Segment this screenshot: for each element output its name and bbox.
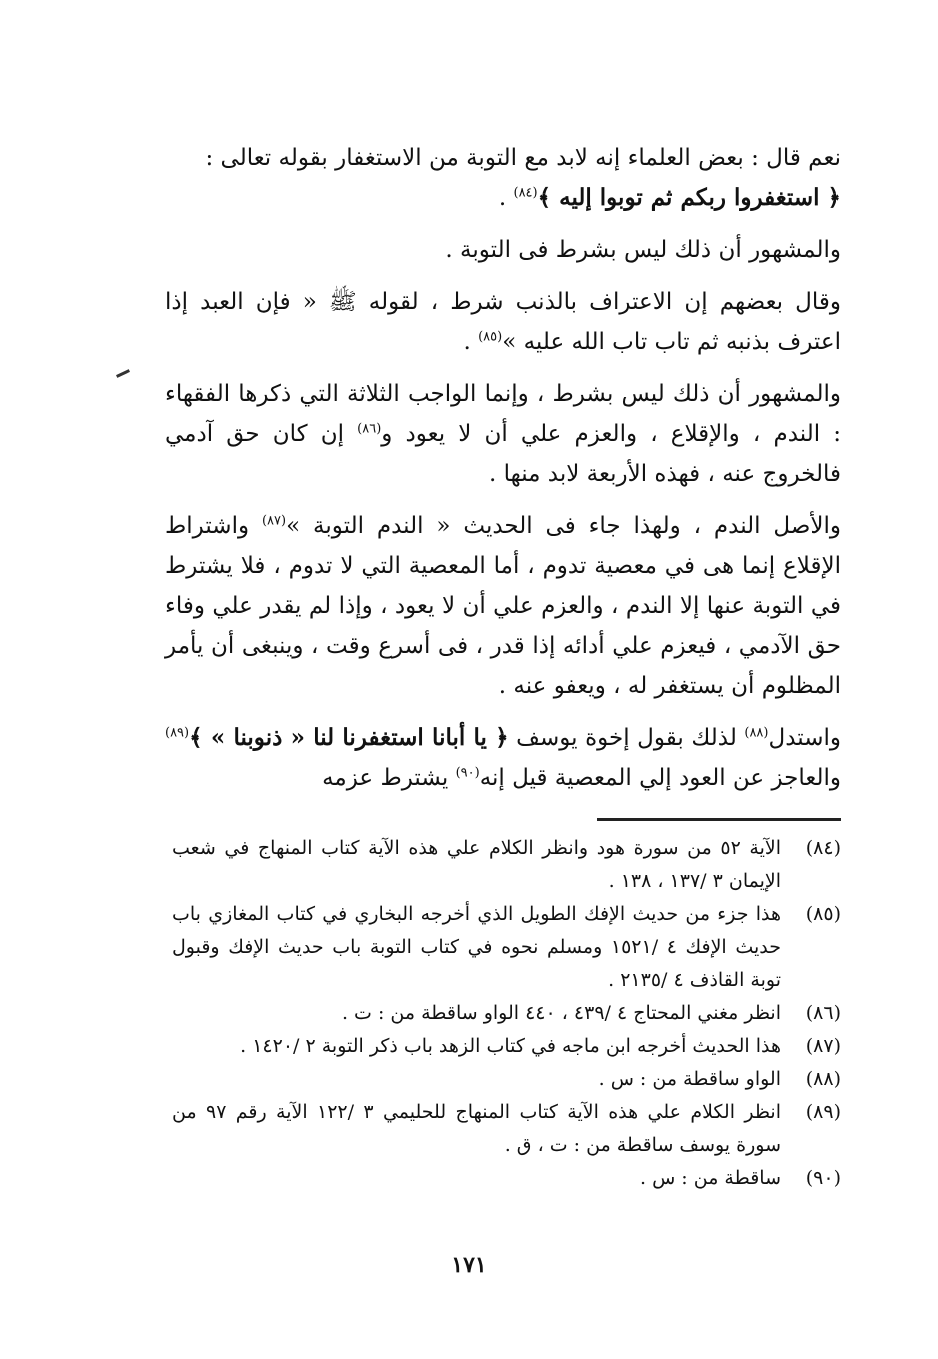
- paragraph-6-text: واستدل: [768, 725, 841, 751]
- paragraph-6-text-4: يشترط عزمه: [322, 765, 456, 791]
- quran-verse: ﴿ يا أبانا استغفرنا لنا « ذنوبنا » ﴾: [189, 724, 509, 751]
- footnote-item: [172, 1096, 841, 1162]
- footnote-number: (٨٦): [805, 1002, 841, 1024]
- footnote-text: هذا الحديث أخرجه ابن ماجه في كتاب الزهد باب ذكر التوبة ٢ /١٤٢٠ .: [240, 1035, 781, 1057]
- footnote-ref: (٨٩): [165, 725, 190, 741]
- footnote-number: (٨٩): [805, 1101, 841, 1123]
- footnote-ref: (٨٨): [744, 725, 769, 741]
- footnote-number: (٨٤): [805, 837, 841, 859]
- footnote-text: ساقطة من : س .: [640, 1167, 781, 1189]
- paragraph-2-text: والمشهور أن ذلك ليس بشرط فى التوبة .: [445, 237, 841, 263]
- footnote-item: [172, 898, 841, 997]
- footnote-ref: (٨٤): [513, 185, 538, 201]
- paragraph-3: [165, 282, 841, 362]
- footnote-ref: (٨٥): [478, 329, 503, 345]
- footnote-item: [172, 997, 841, 1030]
- paragraph-6-text-2: لذلك بقول إخوة يوسف: [508, 725, 745, 751]
- page-number: ١٧١: [451, 1252, 487, 1278]
- footnote-number: (٨٥): [805, 903, 841, 925]
- footnote-item: [172, 832, 841, 898]
- footnotes: [172, 832, 841, 1195]
- footnote-number: (٨٨): [805, 1068, 841, 1090]
- paragraph-4: [165, 374, 841, 494]
- footnote-item: [172, 1063, 841, 1096]
- paragraph-4-line: [165, 374, 841, 494]
- paragraph-3-line: [165, 282, 841, 362]
- paragraph-5: [165, 506, 841, 706]
- paragraph-5-line: [165, 506, 841, 706]
- paragraph-5-text-cont: واشتراط الإقلاع إنما هى في معصية تدوم ، أما المعصية التي لا تدوم ، فلا يشترط في التوبة عنها إلا الندم ، والعزم علي أن لا يعود ، وإذا لم يقدر علي وفاء حق الآدمي ، فيعزم علي أدائه إذا قدر ، فى أسرع وقت ، وينبغى أن يأمر المظلوم أن يستغفر له ، ويعفو عنه .: [165, 513, 841, 699]
- margin-mark: [116, 369, 130, 378]
- footnote-text: هذا جزء من حديث الإفك الطويل الذي أخرجه البخاري في كتاب المغازي باب حديث الإفك ٤ /١٥٢١ ومسلم نحوه في كتاب التوبة باب حديث الإفك وقبول توبة القاذف ٤ /٢١٣٥ .: [172, 903, 781, 991]
- paragraph-6-text-3: والعاجز عن العود إلي المعصية قيل إنه: [479, 765, 841, 791]
- paragraph-6-line: [165, 718, 841, 798]
- footnote-ref: (٨٦): [357, 421, 382, 437]
- paragraph-end: .: [463, 329, 479, 355]
- paragraph-6: [165, 718, 841, 798]
- paragraph-4-text: والمشهور أن ذلك ليس بشرط ، وإنما الواجب الثلاثة التي ذكرها الفقهاء : الندم ، والإقلاع ، والعزم علي أن لا يعود و: [165, 381, 841, 447]
- footnote-text: انظر مغني المحتاج ٤ /٤٣٩ ، ٤٤٠ الواو ساقطة من : ت .: [341, 1002, 781, 1024]
- footnote-text: الواو ساقطة من : س .: [598, 1068, 781, 1090]
- footnote-number: (٨٧): [805, 1035, 841, 1057]
- paragraph-1: [165, 138, 841, 218]
- paragraph-end: .: [498, 185, 514, 211]
- main-text: [165, 138, 841, 810]
- paragraph-3-text: وقال بعضهم إن الاعتراف بالذنب شرط ، لقوله ﷺ « فإن العبد إذا اعترف بذنبه ثم تاب تاب الله عليه »: [165, 289, 841, 355]
- footnote-item: [172, 1162, 841, 1195]
- footnote-separator: [597, 818, 841, 821]
- footnote-item: [172, 1030, 841, 1063]
- quran-verse: ﴿ استغفروا ربكم ثم توبوا إليه ﴾: [537, 184, 841, 211]
- footnote-ref: (٨٧): [261, 513, 287, 529]
- paragraph-2: [165, 230, 841, 270]
- footnote-text: انظر الكلام علي هذه الآية كتاب المنهاج للحليمي ٣ /١٢٢ الآية رقم ٩٧ من سورة يوسف ساقطة من : ت ، ق .: [172, 1101, 781, 1156]
- paragraph-4-text-cont: إن كان حق آدمي فالخروج عنه ، فهذه الأربعة لابد منها .: [165, 421, 841, 487]
- footnote-text: الآية ٥٢ من سورة هود وانظر الكلام علي هذه الآية كتاب المنهاج في شعب الإيمان ٣ /١٣٧ ، ١٣٨ .: [172, 837, 781, 892]
- paragraph-5-text: والأصل الندم ، ولهذا جاء فى الحديث « الندم التوبة »: [286, 513, 841, 539]
- footnote-ref: (٩٠): [455, 765, 480, 781]
- paragraph-1-quran-line: [165, 178, 841, 218]
- paragraph-1-line: نعم قال : بعض العلماء إنه لابد مع التوبة من الاستغفار بقوله تعالى :: [205, 145, 841, 171]
- footnote-number: (٩٠): [805, 1167, 841, 1189]
